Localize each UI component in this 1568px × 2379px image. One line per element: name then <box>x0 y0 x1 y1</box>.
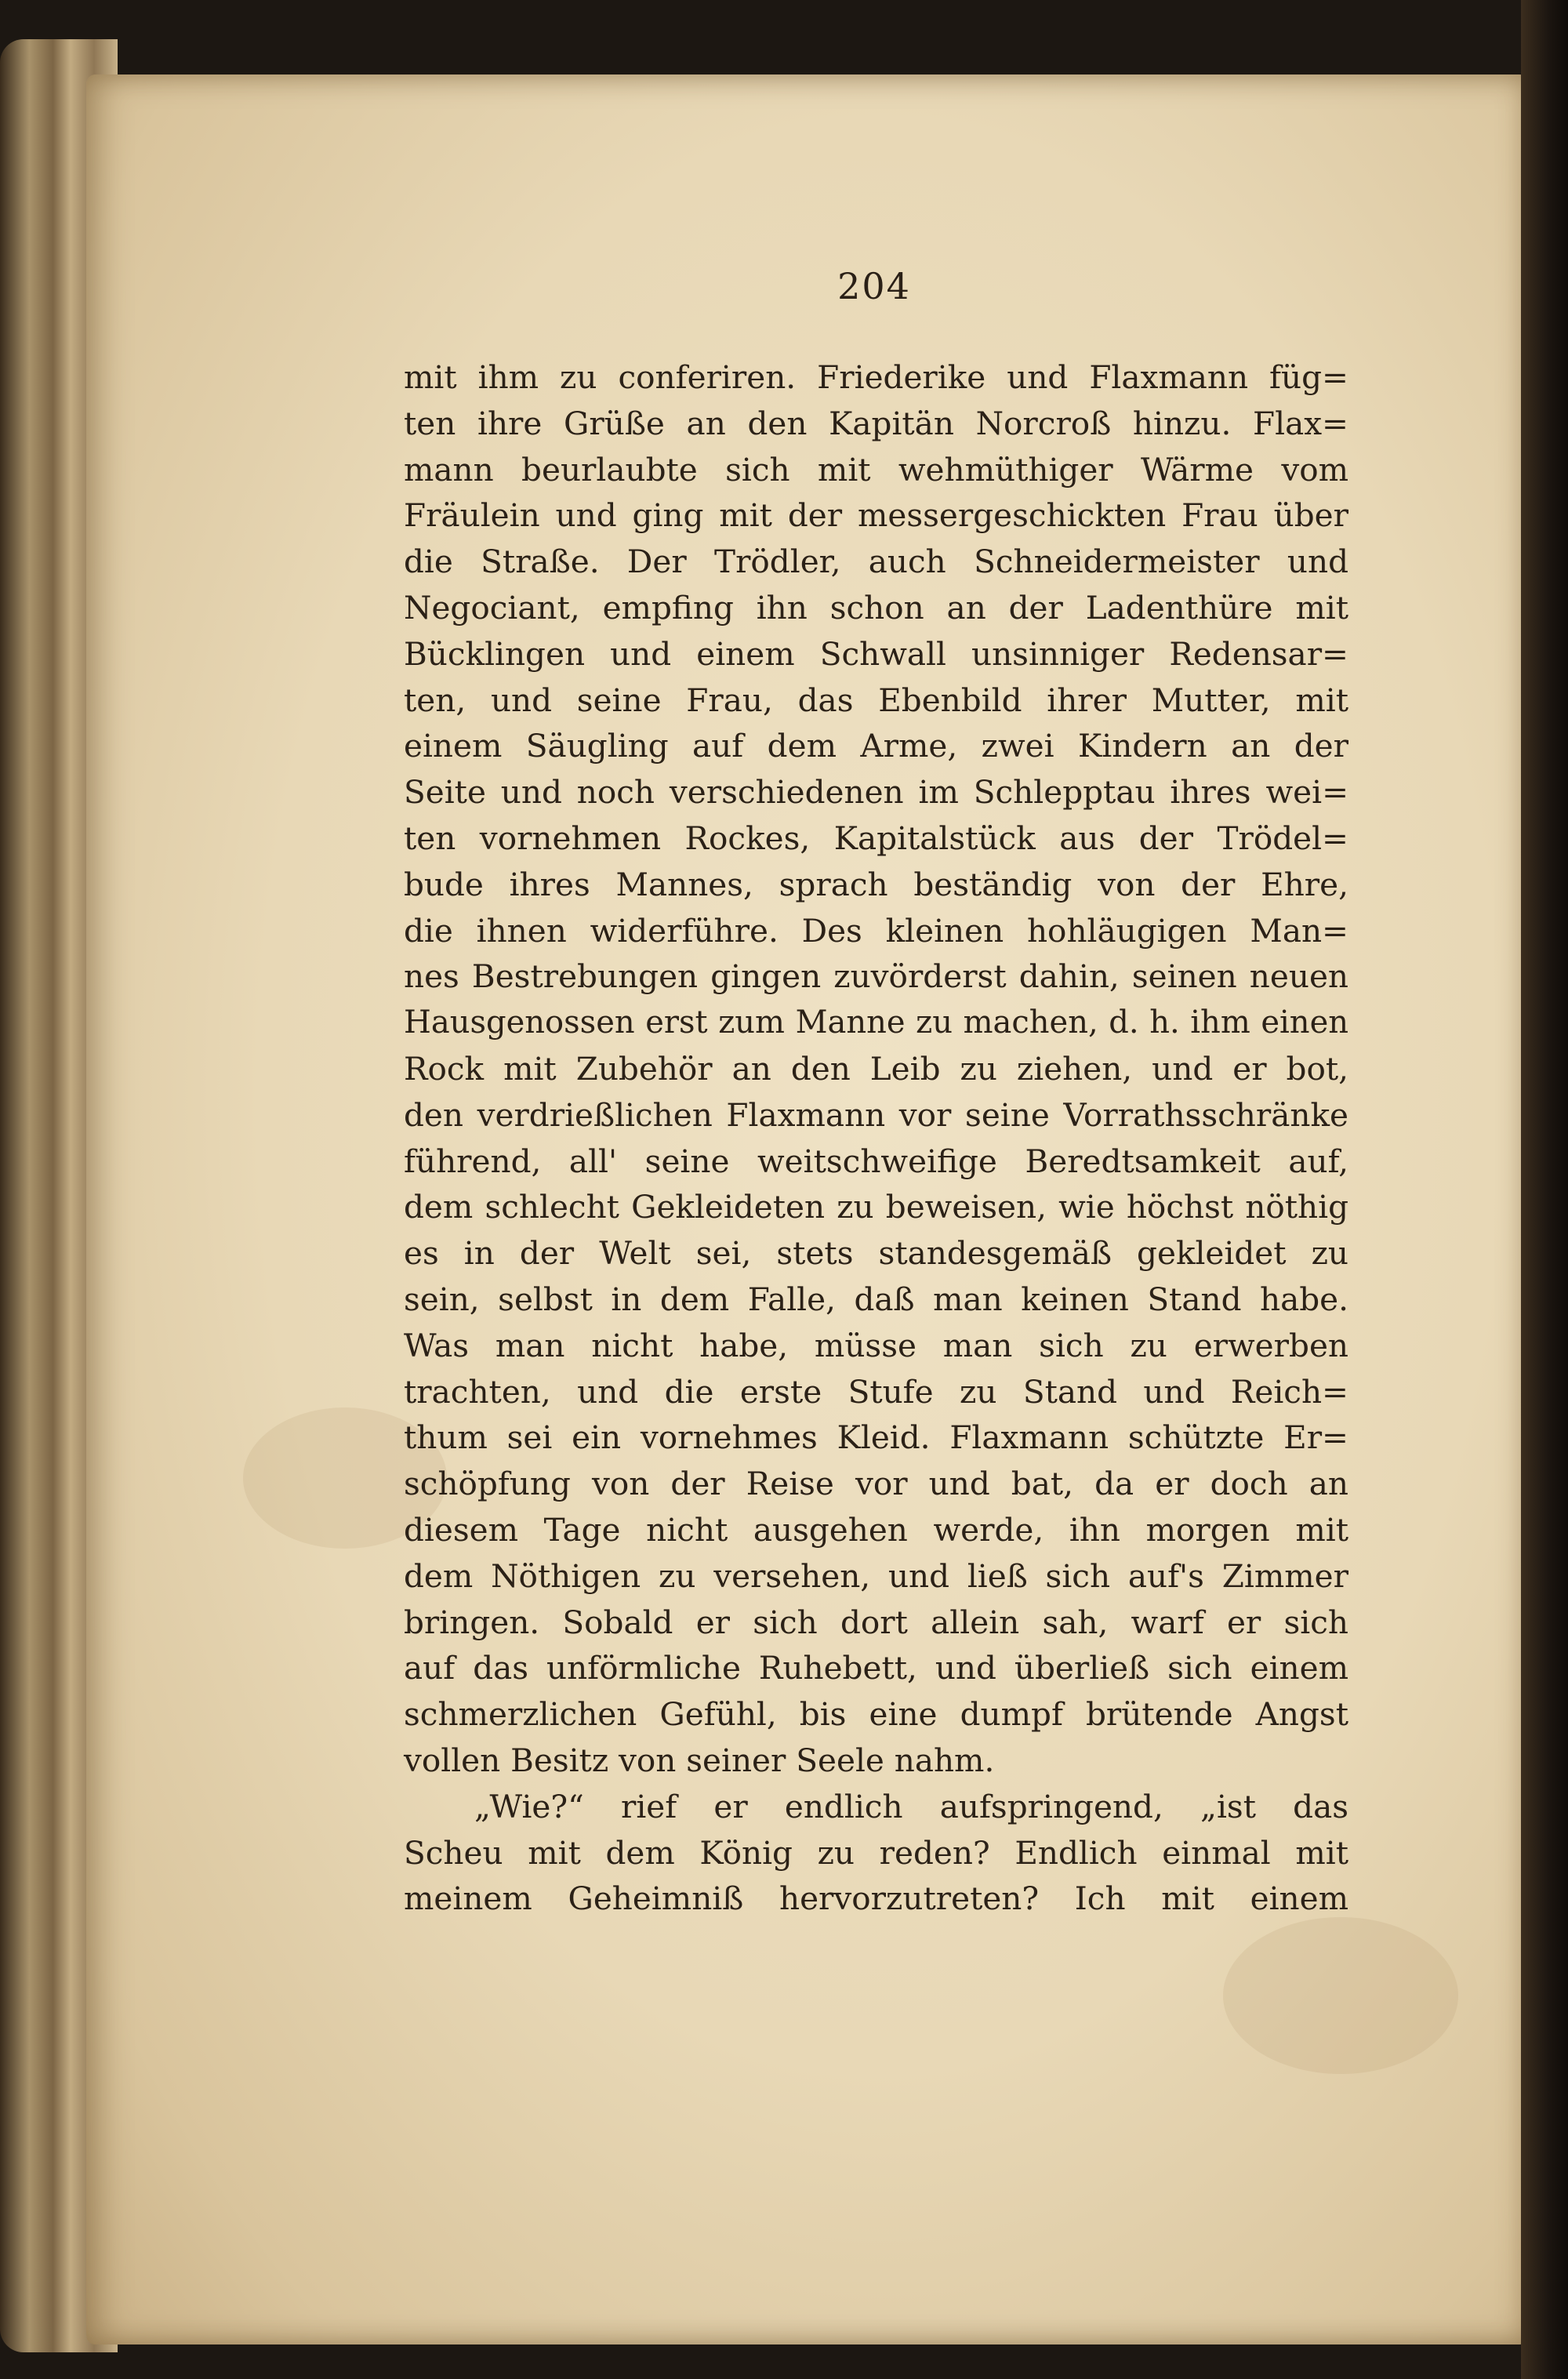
text-line: bringen. Sobald er sich dort allein sah, warf er sich <box>404 1603 1348 1641</box>
text-line: dem schlecht Gekleideten zu beweisen, wie höchst nöthig <box>404 1188 1348 1226</box>
page-number: 204 <box>837 265 911 307</box>
text-line: Was man nicht habe, müsse man sich zu erwerben <box>404 1326 1348 1364</box>
text-line: es in der Welt sei, stets standesgemäß gekleidet zu <box>404 1234 1348 1273</box>
paragraph-start-line: „Wie?“ rief er endlich aufspringend, „ist das <box>474 1787 1348 1825</box>
text-line: mit ihm zu conferiren. Friederike und Flaxmann füg= <box>404 358 1348 396</box>
text-line: bude ihres Mannes, sprach beständig von der Ehre, <box>404 865 1348 903</box>
paragraph-end-line: vollen Besitz von seiner Seele nahm. <box>404 1741 995 1779</box>
text-line: sein, selbst in dem Falle, daß man keinen Stand habe. <box>404 1280 1348 1318</box>
text-line: thum sei ein vornehmes Kleid. Flaxmann schützte Er= <box>404 1418 1348 1457</box>
text-line: meinem Geheimniß hervorzutreten? Ich mit einem <box>404 1880 1348 1918</box>
text-line: diesem Tage nicht ausgehen werde, ihn morgen mit <box>404 1510 1348 1549</box>
text-line: einem Säugling auf dem Arme, zwei Kindern an der <box>404 727 1348 765</box>
text-line: schöpfung von der Reise vor und bat, da er doch an <box>404 1465 1348 1503</box>
text-line: Bücklingen und einem Schwall unsinniger Redensar= <box>404 634 1348 673</box>
text-line: trachten, und die erste Stufe zu Stand und Reich= <box>404 1372 1348 1411</box>
text-line: Seite und noch verschiedenen im Schlepptau ihres wei= <box>404 773 1348 812</box>
text-line: ten ihre Grüße an den Kapitän Norcroß hinzu. Flax= <box>404 404 1348 442</box>
text-line: Scheu mit dem König zu reden? Endlich einmal mit <box>404 1833 1348 1872</box>
text-line: den verdrießlichen Flaxmann vor seine Vorrathsschränke <box>404 1095 1348 1134</box>
text-line: mann beurlaubte sich mit wehmüthiger Wärme vom <box>404 450 1348 489</box>
text-line: ten vornehmen Rockes, Kapitalstück aus der Trödel= <box>404 819 1348 857</box>
text-line: ten, und seine Frau, das Ebenbild ihrer Mutter, mit <box>404 681 1348 719</box>
text-line: nes Bestrebungen gingen zuvörderst dahin, seinen neuen <box>404 957 1348 996</box>
text-line: schmerzlichen Gefühl, bis eine dumpf brütende Angst <box>404 1695 1348 1734</box>
text-line: Fräulein und ging mit der messergeschickten Frau über <box>404 496 1348 535</box>
text-line: führend, all' seine weitschweifige Beredtsamkeit auf, <box>404 1142 1348 1180</box>
book-cover-edge <box>1521 0 1568 2379</box>
text-line: die ihnen widerführe. Des kleinen hohläugigen Man= <box>404 911 1348 950</box>
paper-stain <box>1223 1917 1458 2074</box>
text-line: dem Nöthigen zu versehen, und ließ sich auf's Zimmer <box>404 1556 1348 1595</box>
text-line: auf das unförmliche Ruhebett, und überließ sich einem <box>404 1649 1348 1687</box>
body-text <box>404 354 1348 1922</box>
text-line: die Straße. Der Trödler, auch Schneidermeister und <box>404 543 1348 581</box>
text-line: Rock mit Zubehör an den Leib zu ziehen, und er bot, <box>404 1049 1348 1088</box>
text-line: Negociant, empfing ihn schon an der Ladenthüre mit <box>404 588 1348 627</box>
text-line: Hausgenossen erst zum Manne zu machen, d. h. ihm einen <box>404 1004 1348 1041</box>
